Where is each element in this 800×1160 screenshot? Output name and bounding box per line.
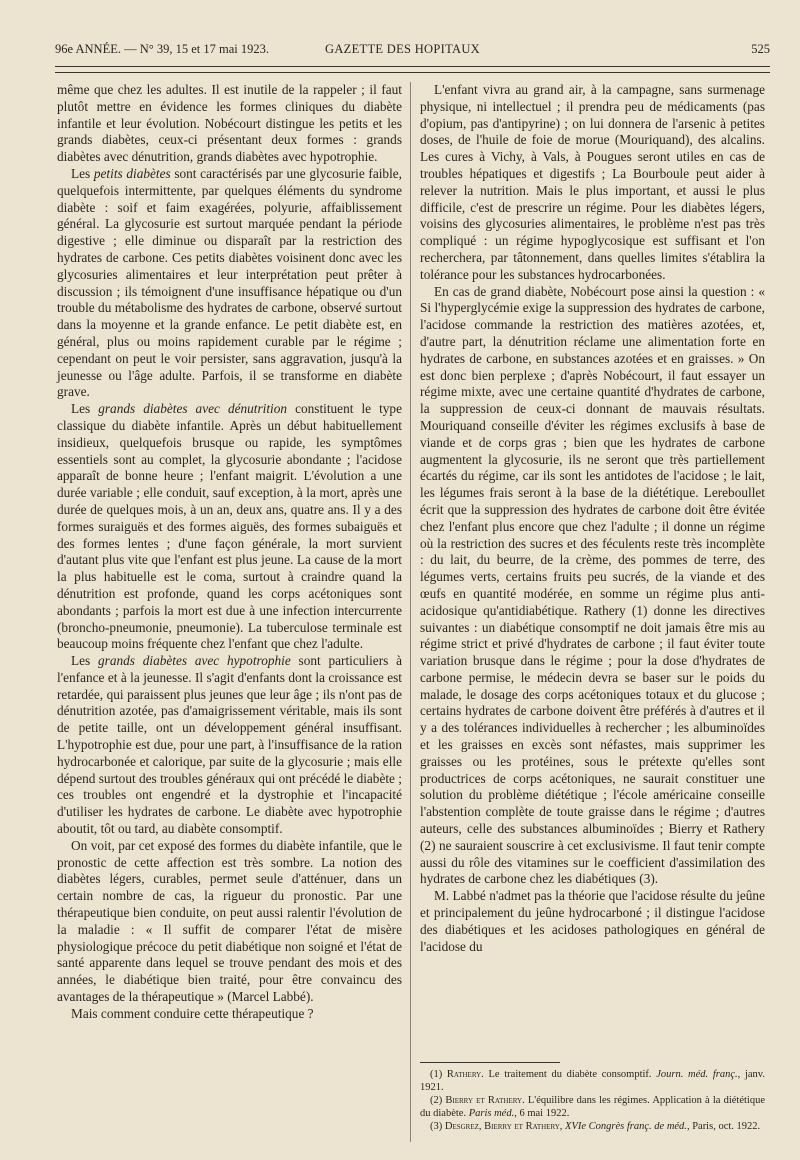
footnote bbox=[420, 1068, 765, 1094]
column-divider bbox=[410, 82, 411, 1142]
text-run: Les bbox=[71, 653, 98, 669]
emphasis: grands diabètes avec hypotrophie bbox=[98, 653, 291, 669]
paragraph: L'enfant vivra au grand air, à la campagne, sans surmenage physique, ni intellectuel ; il prendra peu de médicaments (pas d'opium, pas d'antipyrine) ; on lui donnera de l'arsenic à petites doses, de l'huile de foie de morue (Mouriquand), des alcalins. Les cures à Vichy, à Vals, à Pougues seront utiles en cas de troubles hépatiques et digestifs ; La Bourboule peut aider à relever la nutrition. Mais le plus important, et aussi le plus difficile, c'est de prescrire un régime. Pour les diabètes légers, voisins des glycosuries alimentaires, le problème n'est pas très compliqué : un régime hypoglycosique est suffisant et l'on recherchera, par tâtonnement, dans quelles limites s'établira la tolérance pour les substances hydrocarbonées. bbox=[420, 82, 765, 282]
footnote-author: (3) Desgrez, Bierry et Rathery, bbox=[430, 1121, 563, 1132]
header-rule-bottom bbox=[55, 72, 770, 73]
text-run: sont particuliers à l'enfance et à la jeunesse. Il s'agit d'enfants dont la croissance est retardée, qui paraissent plus jeunes que leur âge ; ils n'ont pas de dénutrition azotée, pas d'amaigrissement véritable, mais ils sont de petite taille, ont un développement général insuffisant. L'hypotrophie est due, pour une part, à l'insuffisance de la ration hydrocarbonée et calorique, par suite de la glycosurie ; mais elle dépend surtout des troubles généraux qui ont précédé le diabète ; ces troubles ont engendré et la dystrophie et l'incapacité d'utiliser les hydrates de carbone. Le diabète avec hypotrophie aboutit, tôt ou tard, au diabète consomptif. bbox=[57, 653, 402, 837]
text-run: Les bbox=[71, 401, 99, 417]
paragraph bbox=[57, 653, 402, 838]
paragraph: En cas de grand diabète, Nobécourt pose ainsi la question : « Si l'hyperglycémie exige la suppression des hydrates de carbone, l'acidose commande la restriction des matières azotées, et, d'autre part, la dénutrition réclame une alimentation forte en hydrates de carbone, en substances azotées et en graisses. » On est donc bien perplexe ; d'après Nobécourt, il faut essayer un régime mixte, avec une certaine quantité d'hydrates de carbone, la suppression de ceux-ci donnant de mauvais résultats. Mouriquand conseille d'éviter les régimes exclusifs à base de viande et de corps gras ; bien que les hydrates de carbone augmentent la glycosurie, ils ne seront que très partiellement écartés du régime, car ils sont les antidotes de l'acidose ; le lait, les légumes frais seront à la base de la diététique. Lereboullet écrit que la suppression des hydrates de carbone doit être évitée chez l'enfant plus encore que chez l'adulte ; il donne un régime où la restriction des sucres et des féculents reste très incomplète : du lait, du beurre, de la crème, des pommes de terre, des légumes verts, certains fruits peu sucrés, de la viande et des œufs en quantité modérée, en somme un régime plus anti-acidosique qu'antidiabétique. Rathery (1) donne les directives suivantes : un diabétique consomptif ne doit jamais être mis au régime strict et privé d'hydrates de carbone ; il faut éviter toute variation brusque dans le régime ; pour la dose d'hydrates de carbone permise, le médecin devra se baser sur le poids du malade, le dosage des corps acétoniques totaux et du glucose ; certains hydrates de carbone doivent être préférés à d'autres et il y a des tolérances individuelles à rechercher ; les albuminoïdes et les graisses en excès sont néfastes, mais supprimer les graisses ou les protéines, sous le prétexte qu'elles sont productrices de corps acétoniques, ne saurait constituer une solution du problème diététique ; l'école américaine conseille l'abstention complète de toute graisse dans le régime ; d'autres auteurs, celle des substances albuminoïdes ; Bierry et Rathery (2) ne sauraient souscrire à cet exclusivisme. Il faut tenir compte aussi du rôle des vitamines sur le coefficient d'assimilation des hydrates de carbone chez les diabétiques (3). bbox=[420, 283, 765, 887]
left-column bbox=[57, 82, 402, 1023]
paragraph: même que chez les adultes. Il est inutile de la rappeler ; il faut plutôt mettre en évidence les formes cliniques du diabète infantile et leur évolution. Nobécourt distingue les petits et les grands diabètes, ceux-ci présentant deux formes : grands diabètes avec dénutrition, grands diabètes avec hypotrophie. bbox=[57, 82, 402, 165]
paragraph bbox=[57, 166, 402, 401]
footnote-author: (1) Rathery. bbox=[430, 1069, 484, 1080]
text-run: sont caractérisés par une glycosurie faible, quelquefois intermittente, par quelques éléments du syndrome diabète : soif et faim exagérées, polyurie, affaiblissement général. La glycosurie est surtout marquée pendant la période digestive ; elle diminue ou disparaît par la restriction des hydrates de carbone. Ces petits diabètes voisinent donc avec les glycosuries alimentaires et leur interprétation peut prêter à discussion ; ils témoignent d'une insuffisance hépatique ou d'un trouble du métabolisme des hydrates de carbone, observé surtout dans la moyenne et la grande enfance. Le petit diabète est, en général, plus ou moins rapidement curable par le régime ; cependant on peut le voir persister, sans aggravation, jusqu'à la jeunesse ou l'âge adulte. Parfois, il se transforme en diabète grave. bbox=[57, 165, 402, 400]
issue-info: 96e ANNÉE. — N° 39, 15 et 17 mai 1923. bbox=[55, 42, 270, 56]
paragraph bbox=[57, 401, 402, 653]
paragraph: Mais comment conduire cette thérapeutique ? bbox=[71, 1005, 314, 1021]
footnote-journal: Journ. méd. franç. bbox=[656, 1069, 738, 1080]
footnote-date: , 6 mai 1922. bbox=[514, 1108, 570, 1119]
footnote-date: , Paris, oct. 1922. bbox=[686, 1121, 761, 1132]
footnote bbox=[420, 1094, 765, 1120]
footnote bbox=[420, 1120, 765, 1133]
text-run: Les bbox=[71, 165, 94, 181]
text-run: constituent le type classique du diabète infantile. Après un début habituellement insidieux, quelquefois brusque ou rapide, les symptômes essentiels sont au complet, la glycosurie abondante ; l'acidose apparaît de bonne heure ; l'enfant maigrit. L'évolution a une durée variable ; elle conduit, sauf exception, à la mort, après une durée de quelques mois, à un an, deux ans, quatre ans. Il y a des formes suraiguës et des formes aiguës, des formes subaiguës et des formes lentes ; d'une façon générale, la mort survient d'autant plus vite que l'enfant est plus jeune. La cause de la mort la plus habituelle est le coma, surtout à craindre quand la dénutrition est profonde, quand les corps acétoniques sont abondants ; parfois la mort est due à une infection intercurrente (broncho-pneumonie, pneumonie). La tuberculose terminale est beaucoup moins fréquente chez l'enfant que chez l'adulte. bbox=[57, 401, 402, 652]
paragraph: On voit, par cet exposé des formes du diabète infantile, que le pronostic de cette affection est très sombre. La notion des diabètes légers, curables, permet seule d'atténuer, dans un certain nombre de cas, la rigueur du pronostic. Par une thérapeutique bien conduite, on peut aussi ralentir l'évolution de la maladie : « Il suffit de comparer l'état de misère physiologique précoce du petit diabétique non soigné et l'état de santé apparente dans lequel se trouve pendant des mois et des années, le diabétique bien traité, pour être convaincu des avantages de la thérapeutique » (Marcel Labbé). bbox=[57, 837, 402, 1005]
footnotes bbox=[420, 1068, 765, 1133]
emphasis: petits diabètes bbox=[93, 165, 171, 181]
footnote-journal: Paris méd. bbox=[468, 1108, 515, 1119]
footnote-author: (2) Bierry et Rathery. bbox=[430, 1095, 525, 1106]
footnote-journal: XVIe Congrès franç. de méd. bbox=[562, 1121, 687, 1132]
header-rule-top bbox=[55, 66, 770, 67]
footnote-date: , janv. 1921. bbox=[420, 1069, 765, 1093]
right-column bbox=[420, 82, 765, 955]
footnote-text: L'équilibre dans les régimes. Application à la diététique du diabète. bbox=[420, 1095, 766, 1119]
footnote-rule bbox=[420, 1062, 560, 1063]
emphasis: grands diabètes avec dénutrition bbox=[98, 401, 288, 417]
paragraph: M. Labbé n'admet pas la théorie que l'acidose résulte du jeûne et principalement du jeûne hydrocarboné ; il distingue l'acidose des diabétiques et les acidoses pathologiques en général de l'acidose du bbox=[420, 888, 765, 954]
page-number: 525 bbox=[751, 42, 770, 56]
footnote-text: Le traitement du diabète consomptif. bbox=[483, 1069, 657, 1080]
running-header bbox=[55, 42, 770, 62]
journal-title: GAZETTE DES HOPITAUX bbox=[325, 42, 480, 56]
